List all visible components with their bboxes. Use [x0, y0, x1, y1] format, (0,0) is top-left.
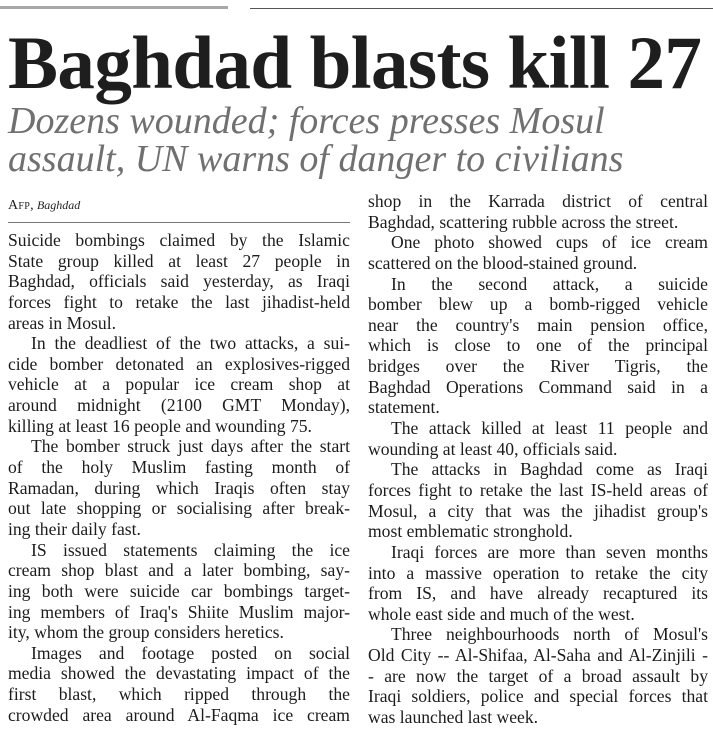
- article-line: Mosul, a city that was the jihadist group's: [368, 500, 708, 521]
- article-line: - are now the target of a broad assault by: [368, 665, 708, 686]
- article-paragraph: [368, 542, 708, 625]
- article-line: near the country's main pension office,: [368, 314, 708, 335]
- article-line: ing their daily fast.: [8, 518, 141, 539]
- article-line: ing members of Iraq's Shiite Muslim major-: [8, 601, 350, 622]
- article-line: of the holy Muslim fasting month of: [8, 457, 350, 478]
- article-line: into a massive operation to retake the city: [368, 562, 708, 583]
- article-line: bridges over the River Tigris, the: [368, 356, 708, 377]
- article-line: Ramadan, during which Iraqis often stay: [8, 477, 350, 498]
- top-rule-right: [250, 8, 713, 9]
- byline-location: Baghdad: [36, 198, 81, 212]
- article-line: ity, whom the group considers heretics.: [8, 622, 284, 643]
- article-line: Images and footage posted on social: [31, 642, 350, 663]
- article-line: shop in the Karrada district of central: [368, 191, 708, 211]
- article-line: The attack killed at least 11 people and: [391, 418, 708, 439]
- top-rule-left: [0, 6, 228, 9]
- article-line: Suicide bombings claimed by the Islamic: [8, 230, 350, 250]
- article-line: Three neighbourhoods north of Mosul's: [391, 624, 708, 645]
- article-line: forces fight to retake the last jihadist-held: [8, 291, 350, 312]
- subheadline-line: Dozens wounded; forces presses Mosul: [8, 100, 605, 142]
- article-paragraph: [8, 643, 350, 726]
- article-line: first blast, which ripped through the: [8, 684, 350, 705]
- byline: [8, 197, 80, 214]
- article-line: which is close to one of the principal: [368, 335, 708, 356]
- article-line: One photo showed cups of ice cream: [391, 232, 708, 253]
- article-line: scattered on the blood-stained ground.: [368, 252, 638, 273]
- article-line: In the deadliest of the two attacks, a sui-: [31, 333, 350, 354]
- article-line: statement.: [368, 397, 440, 418]
- byline-agency: Afp,: [8, 198, 34, 213]
- article-line: was launched last week.: [368, 707, 539, 728]
- article-line: most emblematic stronghold.: [368, 521, 573, 542]
- headline: Baghdad blasts kill 27: [8, 22, 702, 105]
- article-paragraph: [368, 418, 708, 459]
- article-line: Baghdad, officials said yesterday, as Iraqi: [8, 271, 350, 292]
- article-line: areas in Mosul.: [8, 312, 116, 333]
- article-paragraph: [8, 436, 350, 539]
- article-line: crowded area around Al-Faqma ice cream: [8, 704, 350, 725]
- article-paragraph: [8, 540, 350, 643]
- article-paragraph: [368, 274, 708, 418]
- article-line: media showed the devastating impact of the: [8, 663, 350, 684]
- article-line: forces fight to retake the last IS-held areas of: [368, 479, 708, 500]
- article-line: cream shop blast and a later bombing, say-: [8, 560, 350, 581]
- article-line: The bomber struck just days after the start: [31, 436, 350, 457]
- article-line: Iraqi soldiers, police and special forces that: [368, 686, 708, 707]
- article-column-right: [368, 191, 708, 728]
- article-line: In the second attack, a suicide: [391, 273, 708, 294]
- article-paragraph: [368, 459, 708, 542]
- article-line: Old City -- Al-Shifaa, Al-Saha and Al-Zinjili -: [368, 645, 708, 666]
- article-line: ing both were suicide car bombings target-: [8, 580, 350, 601]
- byline-divider: [8, 222, 350, 223]
- subheadline-line: assault, UN warns of danger to civilians: [8, 138, 624, 180]
- article-line: killing at least 16 people and wounding 75.: [8, 415, 312, 436]
- article-line: out late shopping or socialising after break-: [8, 498, 350, 519]
- article-line: vehicle at a popular ice cream shop at: [8, 374, 350, 395]
- article-paragraph: [368, 191, 708, 232]
- article-line: State group killed at least 27 people in: [8, 250, 350, 271]
- subheadline: [8, 102, 623, 178]
- article-line: whole east side and much of the west.: [368, 603, 635, 624]
- article-column-left: [8, 230, 350, 725]
- article-paragraph: [8, 333, 350, 436]
- article-line: around midnight (2100 GMT Monday),: [8, 395, 350, 416]
- article-line: bomber blew up a bomb-rigged vehicle: [368, 294, 708, 315]
- article-line: cide bomber detonated an explosives-rigged: [8, 353, 350, 374]
- article-paragraph: [368, 624, 708, 727]
- article-paragraph: [368, 232, 708, 273]
- article-line: from IS, and have already recaptured its: [368, 583, 708, 604]
- article-line: IS issued statements claiming the ice: [31, 539, 350, 560]
- article-paragraph: [8, 230, 350, 333]
- article-line: Baghdad, scattering rubble across the street.: [368, 211, 679, 232]
- article-line: Iraqi forces are more than seven months: [391, 541, 708, 562]
- article-line: The attacks in Baghdad come as Iraqi: [391, 459, 708, 480]
- article-line: Baghdad Operations Command said in a: [368, 376, 708, 397]
- article-line: wounding at least 40, officials said.: [368, 438, 618, 459]
